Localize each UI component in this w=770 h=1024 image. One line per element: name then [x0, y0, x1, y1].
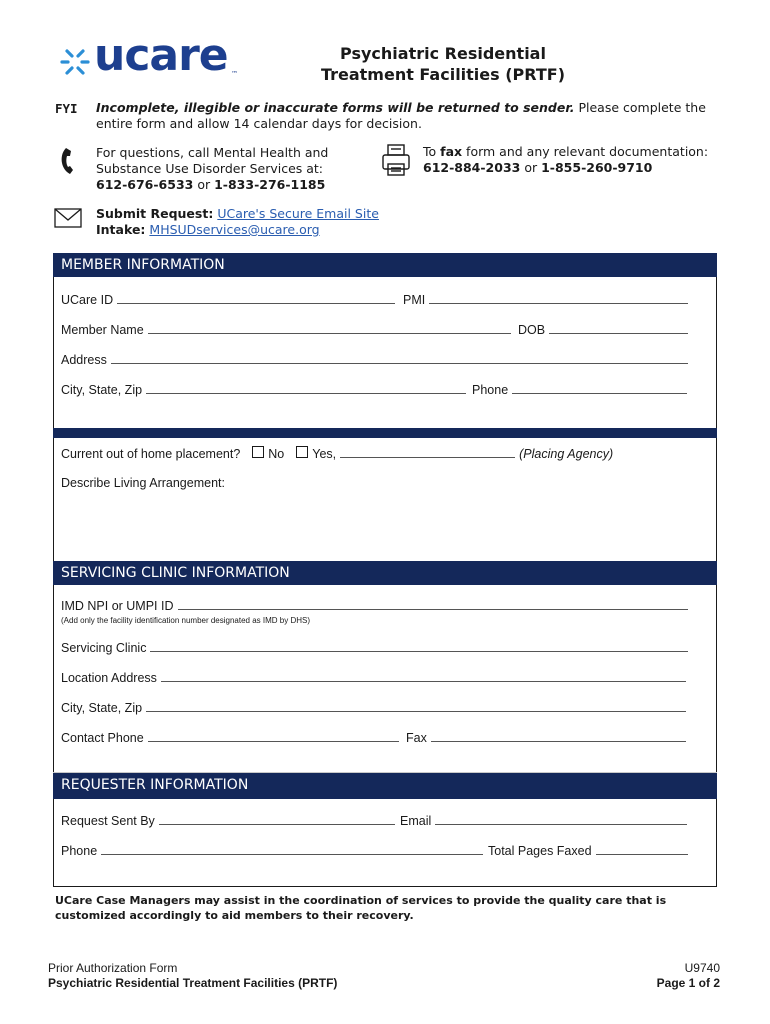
phone-contact: For questions, call Mental Health and Substance Use Disorder Services at: 612-676-6533 or 1-833-276-1185: [96, 145, 329, 192]
location-address-field[interactable]: Location Address: [61, 671, 686, 685]
servicing-clinic-field[interactable]: Servicing Clinic: [61, 641, 688, 655]
footer-left: Prior Authorization Form Psychiatric Residential Treatment Facilities (PRTF): [48, 961, 338, 990]
clinic-section-heading: SERVICING CLINIC INFORMATION: [53, 561, 717, 585]
ucare-id-field[interactable]: UCare ID: [61, 293, 395, 307]
secure-email-link[interactable]: UCare's Secure Email Site: [217, 206, 379, 221]
submit-info: Submit Request: UCare's Secure Email Site Intake: MHSUDservices@ucare.org: [96, 206, 379, 237]
pmi-field[interactable]: PMI: [403, 293, 688, 307]
case-manager-note: UCare Case Managers may assist in the coordination of services to provide the quality care that is customized accordingly to aid members to their recovery.: [55, 894, 667, 922]
phone-icon: [60, 146, 78, 176]
dob-field[interactable]: DOB: [518, 323, 688, 337]
trademark: ™: [231, 70, 238, 78]
member-city-state-zip-field[interactable]: City, State, Zip: [61, 383, 466, 397]
requester-phone-field[interactable]: Phone: [61, 844, 483, 858]
footer-right: U9740 Page 1 of 2: [656, 961, 720, 990]
clinic-fax-field[interactable]: Fax: [406, 731, 686, 745]
imd-note: (Add only the facility identification number designated as IMD by DHS): [61, 616, 311, 625]
section-divider: [53, 428, 717, 438]
fax-contact: To fax form and any relevant documentation: 612-884-2033 or 1-855-260-9710: [423, 144, 709, 175]
requester-email-field[interactable]: Email: [400, 814, 687, 828]
ucare-logo: [58, 30, 243, 82]
fax-icon: [381, 144, 411, 176]
member-phone-field[interactable]: Phone: [472, 383, 687, 397]
logo-wordmark: ucare: [94, 30, 228, 81]
placement-question: Current out of home placement? No Yes, (Placing Agency): [61, 447, 614, 461]
request-sent-by-field[interactable]: Request Sent By: [61, 814, 395, 828]
fyi-text: Incomplete, illegible or inaccurate forms will be returned to sender. Please complete the entire form and allow 14 calendar days for decision.: [96, 100, 706, 131]
member-name-field[interactable]: Member Name: [61, 323, 511, 337]
clinic-city-state-zip-field[interactable]: City, State, Zip: [61, 701, 686, 715]
placement-yes-checkbox[interactable]: [296, 446, 308, 458]
contact-phone-field[interactable]: Contact Phone: [61, 731, 399, 745]
placement-no-checkbox[interactable]: [252, 446, 264, 458]
document-title: Psychiatric Residential Treatment Facilities (PRTF): [320, 44, 566, 84]
intake-email-link[interactable]: MHSUDservices@ucare.org: [149, 222, 320, 237]
address-field[interactable]: Address: [61, 353, 688, 367]
total-pages-field[interactable]: Total Pages Faxed: [488, 844, 688, 858]
member-section-heading: MEMBER INFORMATION: [53, 253, 717, 277]
requester-section-heading: REQUESTER INFORMATION: [53, 773, 717, 797]
mail-icon: [54, 208, 82, 228]
imd-npi-field[interactable]: IMD NPI or UMPI ID: [61, 599, 688, 613]
fyi-label: FYI: [55, 101, 78, 116]
section-underline: [53, 797, 717, 799]
ucare-mark-icon: [58, 45, 92, 79]
placing-agency-field[interactable]: [340, 447, 515, 458]
living-arrangement-label: Describe Living Arrangement:: [61, 476, 225, 490]
